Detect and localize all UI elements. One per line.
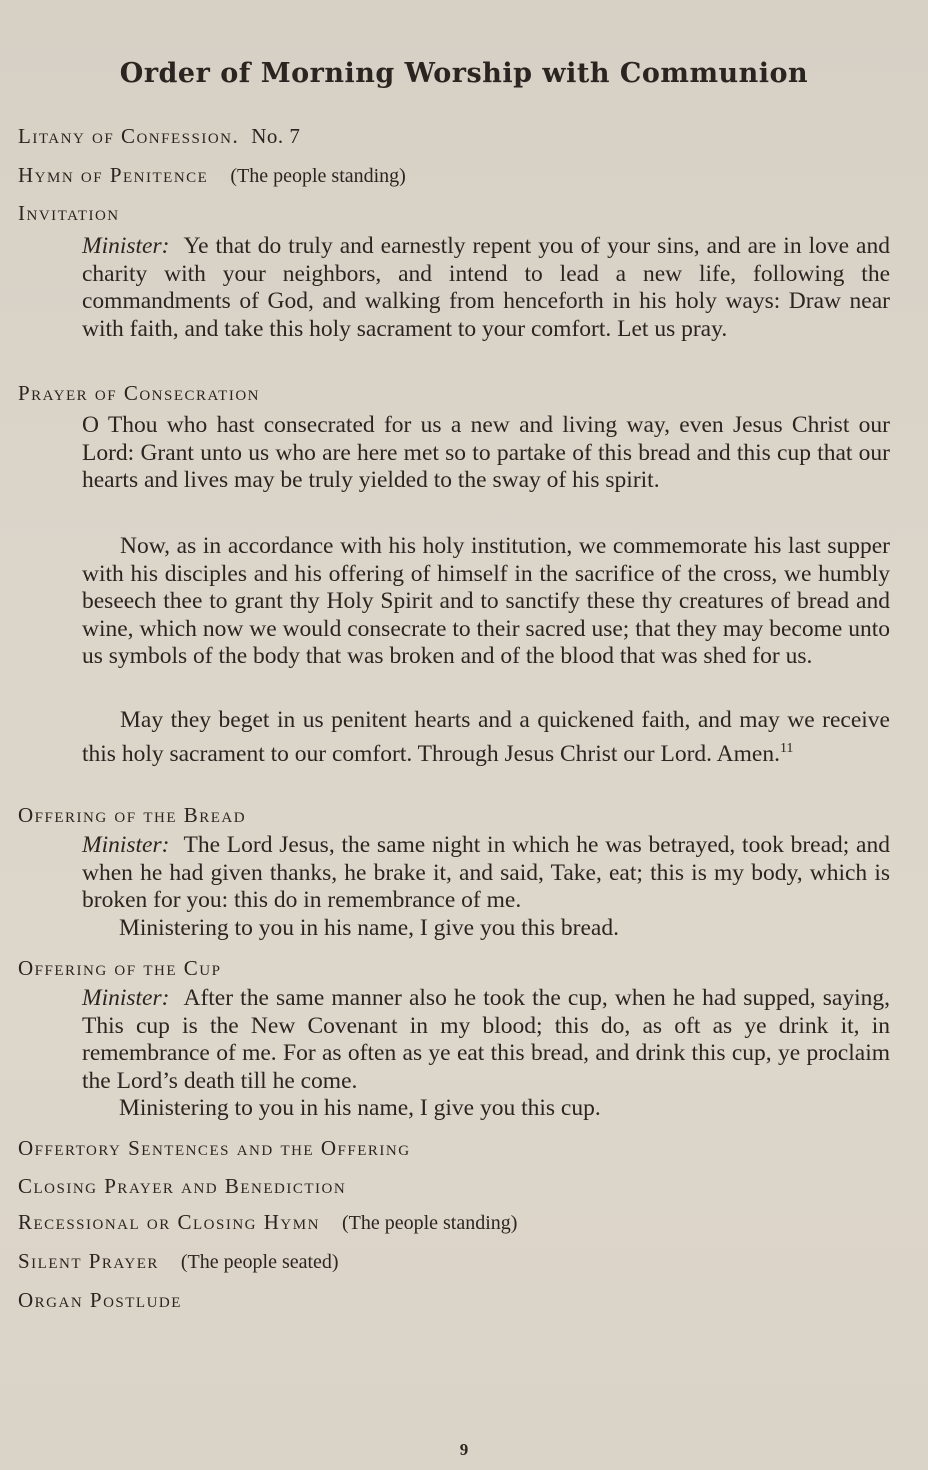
heading-recessional: Recessional or Closing Hymn (The people standing)	[18, 1210, 518, 1234]
silent-prayer-note: (The people seated)	[180, 1251, 339, 1273]
hymn-penitence-note: (The people standing)	[230, 165, 406, 187]
offering-cup-text: Minister: After the same manner also he took the cup, when he had supped, saying, This cup is the New Covenant in my blood; this do, as oft as ye drink it, in remembrance of me. For as often as ye eat this bread, and drink this cup, ye proclaim the Lord’s death till he come.	[82, 985, 890, 1094]
consecration-para-3: May they beget in us penitent hearts and a quickened faith, and may we receive this holy sacrament to our comfort. Through Jesus Christ our Lord. Amen.$^{11}$	[82, 707, 890, 767]
heading-closing-prayer: Closing Prayer and Benediction	[18, 1174, 347, 1198]
recessional-note: (The people standing)	[341, 1212, 518, 1234]
offering-bread-text: Minister: The Lord Jesus, the same night in which he was betrayed, took bread; and when he had given thanks, he brake it, and said, Take, eat; this is my body, which is broken for you: this do in remembrance of me.	[82, 832, 890, 913]
litany-number: No. 7	[251, 124, 301, 148]
invitation-text: Minister: Ye that do truly and earnestly repent you of your sins, and are in love and charity with your neighbors, and intend to lead a new life, following the commandments of God, and walking from henceforth in his holy ways: Draw near with faith, and take this holy sacrament to your comfort. Let us pray.	[82, 233, 890, 342]
offering-cup-speaker: Minister:	[82, 985, 170, 1011]
heading-prayer-consecration: Prayer of Consecration	[18, 381, 260, 405]
footnote-ref: 11	[779, 740, 794, 756]
consecration-para-2: Now, as in accordance with his holy institution, we commemorate his last supper with his disciples and his offering of himself in the sacrifice of the cross, we humbly beseech thee to grant thy Holy Spirit and to sanctify these thy creatures of bread and wine, which now we would consecrate to their sacred use; that they may become unto us symbols of the body that was broken and of the blood that was shed for us.	[82, 533, 890, 669]
heading-postlude: Organ Postlude	[18, 1288, 182, 1312]
heading-offering-cup: Offering of the Cup	[18, 956, 222, 980]
offering-bread-speaker: Minister:	[82, 832, 170, 858]
heading-silent-prayer: Silent Prayer (The people seated)	[18, 1249, 339, 1273]
offering-bread-ministering: Ministering to you in his name, I give you this bread.	[119, 915, 619, 941]
heading-invitation: Invitation	[18, 201, 120, 225]
page-number: 9	[459, 1440, 469, 1459]
heading-offering-bread: Offering of the Bread	[18, 803, 247, 827]
offering-cup-ministering: Ministering to you in his name, I give you this cup.	[119, 1095, 601, 1121]
heading-hymn-penitence: Hymn of Penitence (The people standing)	[18, 163, 406, 187]
heading-offertory: Offertory Sentences and the Offering	[18, 1136, 411, 1160]
page-title: Order of Morning Worship with Communion	[119, 58, 809, 89]
consecration-para-1: O Thou who hast consecrated for us a new and living way, even Jesus Christ our Lord: Grant unto us who are here met so to partake of this bread and this cup that our hearts and lives may be truly yielded to the sway of his spirit.	[82, 412, 890, 493]
invitation-speaker: Minister:	[82, 233, 170, 259]
heading-litany: Litany of Confession. No. 7	[18, 124, 301, 148]
